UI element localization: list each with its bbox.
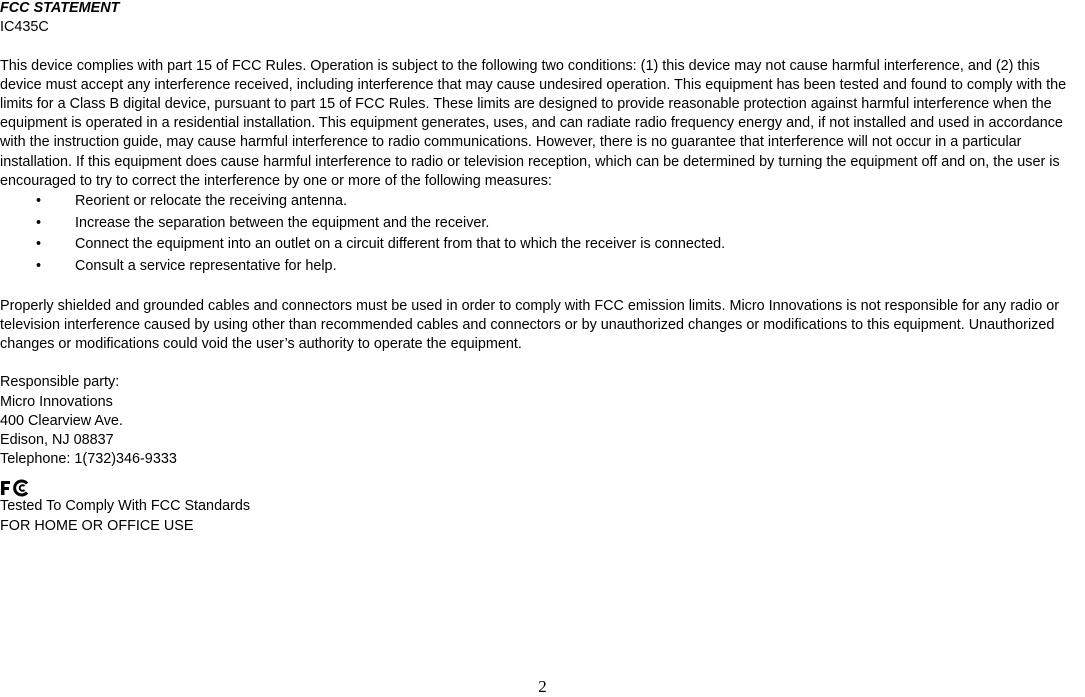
- measure-text: Reorient or relocate the receiving antenna.: [75, 193, 347, 210]
- telephone: Telephone: 1(732)346-9333: [0, 451, 177, 468]
- measure-text: Increase the separation between the equipment and the receiver.: [75, 214, 490, 231]
- city-state-zip: Edison, NJ 08837: [0, 431, 114, 448]
- spacer: [0, 37, 1085, 56]
- list-item: [0, 256, 1085, 278]
- company-name: Micro Innovations: [0, 393, 113, 410]
- page-number: 2: [538, 677, 547, 696]
- measure-text: Connect the equipment into an outlet on a circuit different from that to which the receiver is connected.: [75, 236, 726, 253]
- usage-statement: FOR HOME OR OFFICE USE: [0, 517, 194, 534]
- spacer: [0, 354, 1085, 373]
- street-address: 400 Clearview Ave.: [0, 412, 123, 429]
- model-number: IC435C: [0, 19, 49, 36]
- fcc-logo-icon: [0, 479, 30, 497]
- document-title: FCC STATEMENT: [0, 0, 120, 16]
- bullet-icon: •: [36, 193, 42, 210]
- spacer: [0, 277, 1085, 296]
- responsible-party-label: Responsible party:: [0, 374, 120, 391]
- list-item: [0, 213, 1085, 235]
- measure-text: Consult a service representative for help.: [75, 257, 337, 274]
- measures-list: [0, 191, 1085, 277]
- responsible-party-block: [0, 373, 1085, 469]
- cables-paragraph: Properly shielded and grounded cables and connectors must be used in order to comply with FCC emission limits. Micro Innovations is not responsible for any radio or television interference caused by using other than recommended cables and connectors or by unauthorized changes or modifications to this equipment. Unauthorized changes or modifications could void the user’s authority to operate the equipment.: [0, 297, 1060, 352]
- list-item: [0, 191, 1085, 213]
- bullet-icon: •: [36, 236, 42, 253]
- compliance-statement: Tested To Comply With FCC Standards: [0, 498, 251, 515]
- compliance-paragraph: This device complies with part 15 of FCC Rules. Operation is subject to the following two conditions: (1) this device may not cause harmful interference, and (2) this device must accept any interference received, including interference that may cause undesired operation. This equipment has been tested and found to comply with the limits for a Class B digital device, pursuant to part 15 of FCC Rules. These limits are designed to provide reasonable protection against harmful interference when the equipment is operated in a residential installation. This equipment generates, uses, and can radiate radio frequency energy and, if not installed and used in accordance with the instruction guide, may cause harmful interference to radio communications. However, there is no guarantee that interference will not occur in a particular installation. If this equipment does cause harmful interference to radio or television reception, which can be determined by turning the equipment off and on, the user is encouraged to try to correct the interference by one or more of the following measures:: [0, 57, 1067, 189]
- list-item: [0, 234, 1085, 256]
- bullet-icon: •: [36, 214, 42, 231]
- bullet-icon: •: [36, 257, 42, 274]
